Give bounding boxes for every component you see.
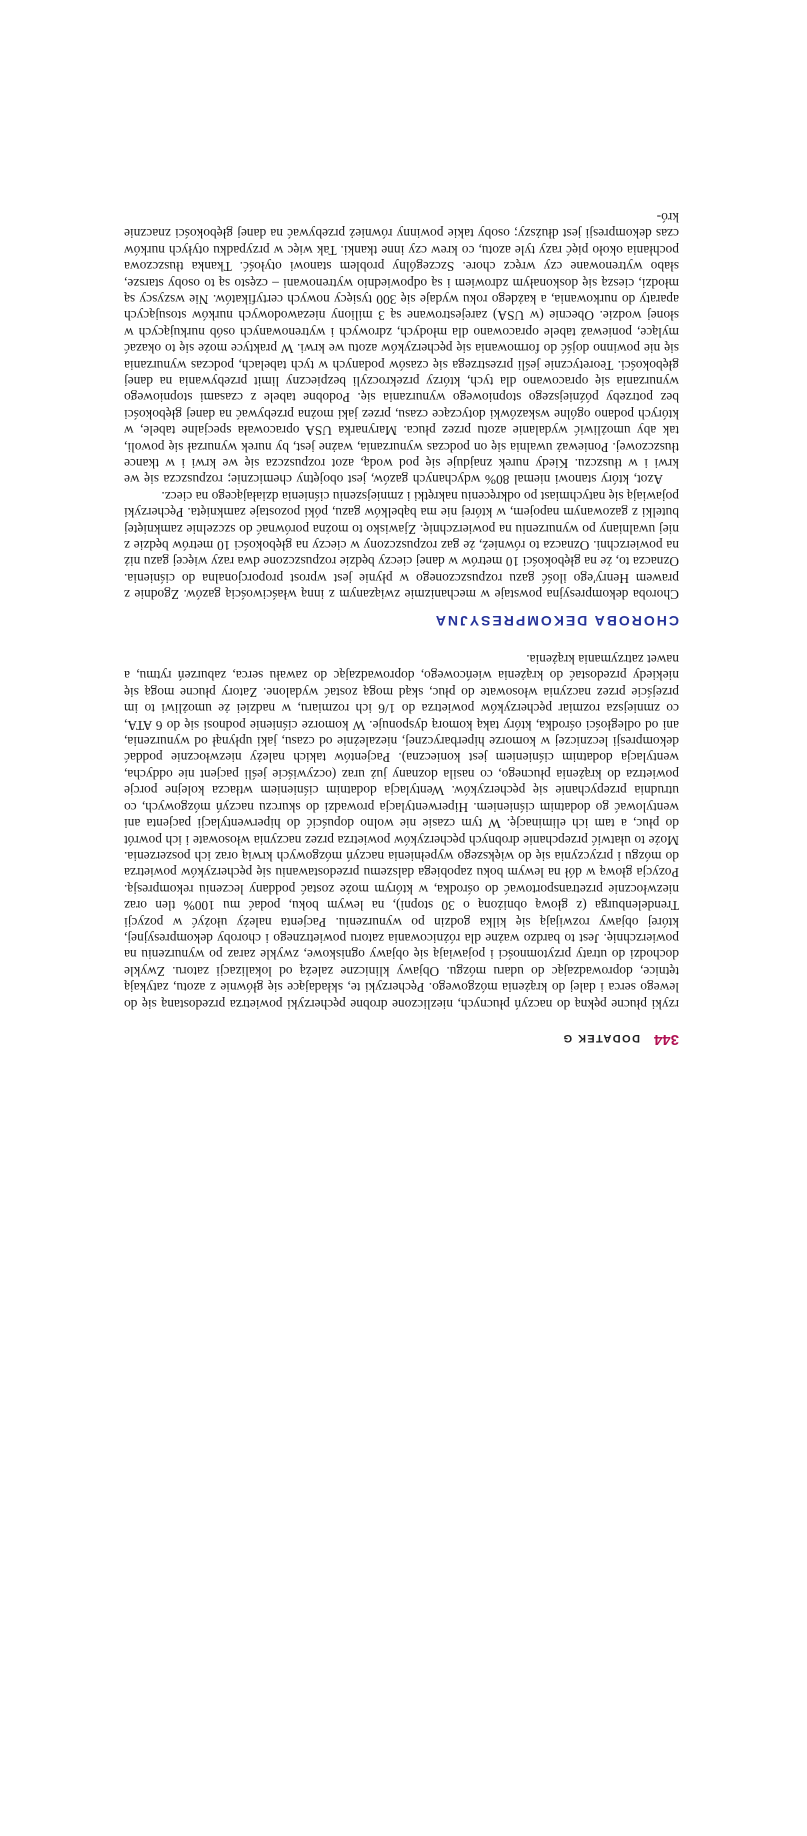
section-label: DODATEK G (562, 1032, 640, 1044)
paragraph-decompression-1: Choroba dekompresyjna powstaje w mechanizmie związanym z inną właściwością gazów. Zgodnie z prawem Henry'ego ilość gazu rozpuszczonego w płynie jest wprost proporcjonalna do ciśnienia. Oznacza to, że na głębokości 10 metrów w danej cieczy będzie rozpuszczone dwa razy więcej gazu niż na powierzchni. Oznacza to również, że gaz rozpuszczony w cieczy na głębokości 10 metrów będzie z niej uwalniany po wynurzeniu na powierzchnię. Zjawisko to można porównać do szczelnie zamkniętej butelki z gazowanym napojem, w której nie ma bąbelków gazu, póki pozostaje zamknięta. Pęcherzyki pojawiają się natychmiast po odkręceniu nakrętki i zmniejszeniu ciśnienia działającego na ciecz. (124, 488, 679, 603)
section-heading: CHOROBA DEKOMPRESYJNA (433, 612, 679, 629)
text-column (124, 209, 679, 1048)
page-number: 344 (653, 1031, 679, 1048)
running-header (124, 1030, 679, 1047)
paragraph-air-embolism: rzyki płucne pękną do naczyń płucnych, niezliczone drobne pęcherzyki powietrza przedostaną się do lewego serca i dalej do krążenia mózgowego. Pęcherzyki te, składające się głównie z azotu, zatykają tętnice, doprowadzając do udaru mózgu. Objawy kliniczne zależą od lokalizacji zatoru. Zwykle dochodzi do utraty przytomności i pojawiają się objawy ogniskowe, zwykle zaraz po wynurzeniu na powierzchnię. Jest to bardzo ważne dla różnicowania zatoru powietrznego i choroby dekompresyjnej, której objawy rozwijają się kilka godzin po wynurzeniu. Pacjenta należy ułożyć w pozycji Trendelenburga (z głową obniżoną o 30 stopni), na lewym boku, podać mu 100% tlen oraz niezwłocznie przetransportować do ośrodka, w którym może zostać poddany leczeniu rekompresją. Pozycja głową w dół na lewym boku zapobiega dalszemu przedostawaniu się pęcherzyków powietrza do mózgu i przyczynia się do większego wypełnienia naczyń mózgowych krwią oraz ich poszerzenia. Może to ułatwić przepchanie drobnych pęcherzyków powietrza przez naczynia włosowate i ich powrót do płuc, a tam ich eliminację. W tym czasie nie wolno dopuścić do hiperwentylacji pacjenta ani wentylować go dodatnim ciśnieniem. Hiperwentylacja prowadzi do skurczu naczyń mózgowych, co utrudnia przepychanie się pęcherzyków. Wentylacja dodatnim ciśnieniem wtłacza kolejne porcje powietrza do krążenia płucnego, co nasila doznany już uraz (oczywiście jeśli pacjent nie oddycha, wentylacja dodatnim ciśnieniem jest konieczna). Pacjentów takich należy niezwłocznie poddać dekompresji leczniczej w komorze hiperbarycznej, niezależnie od czasu, jaki upłynął od wynurzenia, ani od odległości ośrodka, który taką komorą dysponuje. W komorze ciśnienie podnosi się do 6 ATA, co zmniejsza rozmiar pęcherzyków powietrza do 1/6 ich rozmiaru, w nadziei że umożliwi to im przejście przez naczynia włosowate do płuc, skąd mogą zostać wydalone. Zatory płucne mogą się niekiedy przedostać do krążenia wieńcowego, doprowadzając do zawału serca, zaburzeń rytmu, a nawet zatrzymania krążenia. (124, 652, 679, 1012)
paragraph-decompression-2: Azot, który stanowi niemal 80% wdychanych gazów, jest obojętny chemicznie; rozpuszcza się we krwi i w tłuszczu. Kiedy nurek znajduje się pod wodą, azot rozpuszcza się we krwi i w tkance tłuszczowej. Ponieważ uwalnia się on podczas wynurzania, ważne jest, by nurek wynurzał się powoli, tak aby umożliwić wydalanie azotu przez płuca. Marynarka USA opracowała specjalne tabele, w których podano ogólne wskazówki dotyczące czasu, przez jaki można przebywać na danej głębokości bez potrzeby późniejszego stopniowego wynurzania się. Podobne tabele z czasami stopniowego wynurzania się opracowano dla tych, którzy przekroczyli bezpieczny limit przebywania na danej głębokości. Teoretycznie jeśli przestrzega się czasów podanych w tych tabelach, podczas wynurzania się nie powinno dojść do formowania się pęcherzyków azotu we krwi. W praktyce może się to okazać mylące, ponieważ tabele opracowano dla młodych, zdrowych i wytrenowanych osób nurkujących w słonej wodzie. Obecnie (w USA) zarejestrowane są 3 miliony niezawodowych nurków stosujących aparaty do nurkowania, a każdego roku wydaje się 300 tysięcy nowych certyfikatów. Nie wszyscy są młodzi, cieszą się doskonałym zdrowiem i są odpowiednio wytrenowani – często są to osoby starsze, słabo wytrenowane czy wręcz chore. Szczególny problem stanowi otyłość. Tkanka tłuszczowa pochłania około pięć razy tyle azotu, co krew czy inne tkanki. Tak więc w przypadku otyłych nurków czas dekompresji jest dłuższy; osoby takie powinny również przebywać na danej głębokości znacznie kró- (124, 209, 679, 488)
